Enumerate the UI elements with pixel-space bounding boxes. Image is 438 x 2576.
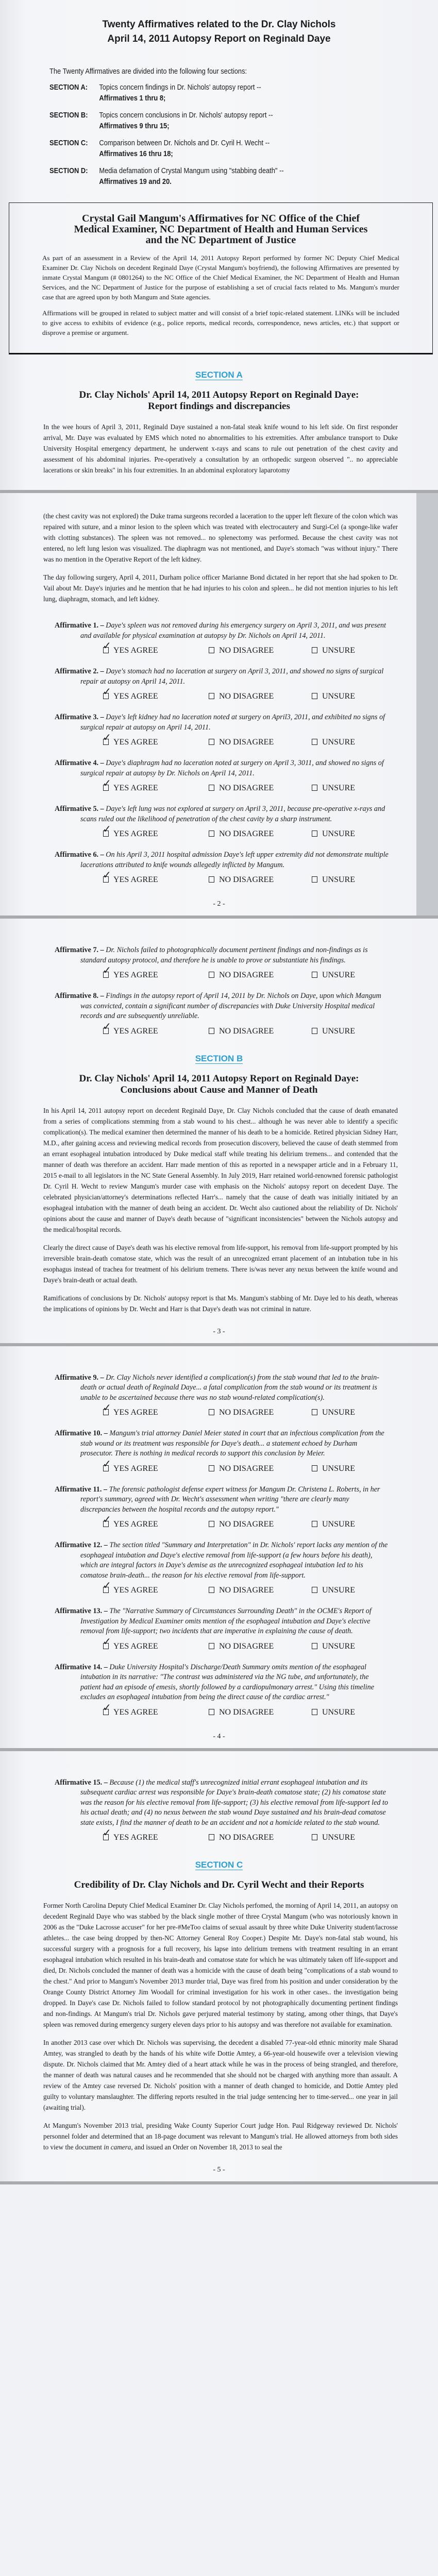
page-1 [0, 0, 438, 493]
affirmative-statement [55, 667, 390, 687]
option-no[interactable] [209, 1586, 274, 1595]
option-label: NO DISAGREE [219, 692, 274, 701]
section-a-paragraph: In the wee hours of April 3, 2011, Reginald Daye sustained a non-fatal steak knife wound to his left side. On first responder arrival, Mr. Daye was evaluated by EMS which noted no abnormalities to his extremities. After ambulance transport to Duke University Hospital emergency department, he underwent x-rays and scans to rule out penetration of the chest cavity and assessment of his abdominal injuries. Pre-operatively a consultation by an orthopedic surgeon observed ".. no appreciable lacerations or skin breaks" in his four extremities. In an abdominal exploratory laparotomy [43, 423, 398, 474]
section-b-link-text[interactable]: SECTION B [195, 1053, 243, 1063]
affirmative-text: Dr. Nichols failed to photographically document pertinent findings and non-findings as is standard autopsy protocol, and therefore he is unable to prove or substantiate his findings. [80, 946, 368, 964]
affirmatives-7-8 [0, 936, 438, 1038]
affirmative-label: Affirmative 7. – [55, 946, 104, 954]
option-yes[interactable] [103, 1520, 158, 1529]
checked-checkbox-icon[interactable] [103, 647, 109, 653]
section-topic: Topics concern conclusions in Dr. Nichols' autopsy report -- [99, 111, 273, 120]
section-topic: Topics concern findings in Dr. Nichols' autopsy report -- [99, 83, 261, 92]
box-paragraph: Affirmations will be grouped in related to subject matter and will consist of a brief topic-related statement. LINKs will be included to give access to exhibits of evidence (e.g., police reports, medical records, correspondence, news articles, etc.) that support or disprove a premise or argument. [42, 309, 399, 336]
section-list [0, 82, 438, 187]
section-label: SECTION A: [49, 83, 88, 92]
option-label: NO DISAGREE [219, 1707, 274, 1717]
option-yes[interactable] [103, 646, 158, 655]
affirmative-response-group [103, 1520, 392, 1531]
option-yes[interactable] [103, 1833, 158, 1842]
affirmative-label: Affirmative 12. – [55, 1541, 108, 1549]
option-no[interactable] [209, 1464, 274, 1473]
option-label: NO DISAGREE [219, 1464, 274, 1473]
heading-line: Report findings and discrepancies [148, 401, 290, 412]
option-label: YES AGREE [113, 1707, 158, 1717]
page-number: - 4 - [213, 1732, 225, 1740]
affirmative-response-group [103, 784, 392, 795]
checked-checkbox-icon[interactable] [103, 972, 109, 978]
affirmative-text: Because (1) the medical staff's unrecognized initial errant esophageal intubation and its subsequent cardiac arrest was responsible for Daye's brain-death comatose state; (2) his comatose state was the reason for his elective removal from life-support; (3) his elective removal from life-support led to his actual death; and (4) no nexus between the stab wound Daye sustained and his brain-dead comatose state exists, I find the manner of death to be an accident and not a homicide related to the stab wound. [80, 1778, 389, 1827]
affirmative-14 [55, 1653, 390, 1703]
section-summary-c [49, 138, 383, 159]
option-unsure[interactable] [312, 738, 355, 747]
affirmative-response-group [103, 1708, 392, 1719]
section-c-heading: Credibility of Dr. Clay Nichols and Dr. Cyril Wecht and their Reports [74, 1879, 364, 1890]
affirmative-statement [55, 1373, 390, 1403]
affirmative-statement [55, 1663, 390, 1703]
section-summary-d [49, 165, 383, 187]
option-no[interactable] [209, 829, 274, 839]
affirmative-response-group [103, 875, 392, 887]
affirmative-text: Findings in the autopsy report of April 14, 2011 by Dr. Nichols on Daye, upon which Mangum was convicted, contain a significant number of discrepancies with Duke University Hospital medical records and are subsequently unreliable. [80, 992, 381, 1020]
option-unsure[interactable] [312, 971, 355, 980]
page-number: - 5 - [213, 2166, 225, 2174]
affirmatives-1-6 [0, 612, 438, 887]
affirmative-statement [55, 1429, 390, 1459]
affirmative-2 [55, 657, 390, 687]
affirmative-text: The "Narrative Summary of Circumstances Surrounding Death" in the OCME's Report of Investigation by Medical Examiner omits mention of the esophageal intubation and Daye's elective removal from life-support; two incidents that are imperative in explaining the cause of death. [80, 1607, 372, 1635]
option-label: NO DISAGREE [219, 971, 274, 979]
section-c-link-text[interactable]: SECTION C [195, 1860, 243, 1870]
checked-checkbox-icon[interactable] [103, 1028, 109, 1034]
option-unsure[interactable] [312, 1642, 355, 1651]
affirmative-statement [55, 991, 390, 1022]
option-label: UNSURE [322, 738, 356, 747]
checkbox-icon[interactable] [312, 1409, 317, 1415]
option-no[interactable] [209, 1833, 274, 1842]
section-summary-a [49, 82, 383, 104]
checkbox-icon[interactable] [209, 1521, 214, 1527]
section-b-link[interactable] [0, 1054, 438, 1064]
intro-text: The Twenty Affirmatives are divided into the following four sections: [49, 67, 247, 76]
affirmative-text: Duke University Hospital's Discharge/Death Summary omits mention of the esophageal intubation in its narrative: "The contrast was administered via the NG tube, and unfortunately, the patient had an episode of emesis, shortly followed by a cardiopulmonary arrest." Using this timeline excludes an esophageal intubation from being the direct cause of the cardiac arrest." [80, 1663, 374, 1701]
section-c-link[interactable] [0, 1860, 438, 1870]
affirmative-statement [55, 1540, 390, 1581]
box-title [42, 213, 399, 246]
affirmative-10 [55, 1419, 390, 1459]
option-no[interactable] [209, 692, 274, 701]
box-title-line: Medical Examiner, NC Department of Health and Human Services [74, 224, 368, 235]
section-a-link-text[interactable]: SECTION A [195, 370, 243, 380]
affirmative-statement [55, 758, 390, 778]
checkbox-icon[interactable] [312, 1465, 317, 1471]
affirmative-text: Daye's left lung was not explored at surgery on April 3, 2011, because pre-operative x-rays and scans ruled out the likelihood of penetration of the chest cavity by a sharp instrument. [80, 805, 385, 823]
option-label: YES AGREE [113, 1520, 158, 1529]
affirmative-12 [55, 1531, 390, 1581]
option-yes[interactable] [103, 738, 158, 747]
checkbox-icon[interactable] [312, 647, 317, 653]
affirmative-response-group [103, 1642, 392, 1653]
option-label: NO DISAGREE [219, 829, 274, 838]
option-unsure[interactable] [312, 1833, 355, 1842]
affirmative-text: The section titled "Summary and Interpretation" in Dr. Nichols' report lacks any mention of the esophageal intubation and Daye's elective removal from life-support (a few hours before his death), which are integral factors in Daye's demise as the unrecognized esophageal intubation led to his comatose brain-death... the reason for his elective removal from life-support. [80, 1541, 388, 1580]
option-unsure[interactable] [312, 784, 355, 793]
option-label: NO DISAGREE [219, 875, 274, 884]
option-no[interactable] [209, 646, 274, 655]
box-title-line: Crystal Gail Mangum's Affirmatives for NC Office of the Chief [82, 213, 360, 224]
option-label: NO DISAGREE [219, 738, 274, 747]
checked-checkbox-icon[interactable] [103, 1834, 109, 1840]
option-label: YES AGREE [113, 829, 158, 838]
heading-line: Conclusions about Cause and Manner of Death [120, 1084, 318, 1095]
affirmative-label: Affirmative 5. – [55, 805, 104, 813]
affirmative-9 [55, 1364, 390, 1403]
page-number: - 2 - [213, 900, 225, 908]
option-yes[interactable] [103, 1408, 158, 1417]
option-unsure[interactable] [312, 646, 355, 655]
heading-line: Dr. Clay Nichols' April 14, 2011 Autopsy Report on Reginald Daye: [79, 389, 359, 400]
checkbox-icon[interactable] [312, 1643, 317, 1649]
page-2 [0, 493, 438, 919]
option-label: NO DISAGREE [219, 1520, 274, 1529]
checked-checkbox-icon[interactable] [103, 1521, 109, 1527]
affirmative-response-group [103, 971, 392, 982]
affirmative-7 [55, 936, 390, 965]
page-number: - 3 - [213, 1327, 225, 1335]
section-summary-b [49, 110, 383, 131]
affirmative-statement [55, 1778, 390, 1828]
option-label: YES AGREE [113, 875, 158, 884]
section-b-paragraph: In his April 14, 2011 autopsy report on decedent Reginald Daye, Dr. Clay Nichols concluded that the cause of death emanated from a series of complications stemming from a stab wound to his chest... although he was never able to identify a specific complication(s). The medical examiner then determined the manner of his death to be a homicide. Retired physician Sidney Harr, M.D., after gaining access and reviewing medical records from prosecution discovery, believed the cause of death stemmed from an errant esophageal intubation introduced by Duke medical staff while treating his delirium tremens... and contended that the manner of death was therefore an accident. Harr made mention of this as reported in a newspaper article and in a February 11, 2015 e-mail to all legislators in the NC State General Assembly. In July 2019, Harr retained world-renowned forensic pathologist Dr. Cyril H. Wecht to review Mangum's murder case with emphasis on the Nichols' autopsy report on decedent Daye. The celebrated physician/attorney's determinations reflected Harr's... namely that the cause of death was initially initiated by an esophageal intubation with the manner of death being an accident. Dr. Wecht also cautioned about the reliability of Dr. Nichols' opinions about the cause and manner of Daye's death because of "significant inconsistencies" between the Nichols autopsy and the medical/hospital records. [43, 1106, 398, 1233]
section-topic: Media defamation of Crystal Mangum using "stabbing death" -- [99, 166, 284, 175]
checked-checkbox-icon[interactable] [103, 876, 109, 883]
option-label: YES AGREE [113, 1833, 158, 1842]
option-label: NO DISAGREE [219, 1833, 274, 1842]
checkbox-icon[interactable] [209, 739, 214, 745]
option-label: NO DISAGREE [219, 1026, 274, 1036]
checkbox-icon[interactable] [209, 1409, 214, 1415]
section-a-paragraph: (the chest cavity was not explored) the Duke trama surgeons recorded a laceration to the upper left flexure of the colon which was repaired with suture, and a minor lesion to the spleen which was treated with electrocautery and Surgi-Cel (a sponge-like wafer with clotting substances). The spleen was not removed... no splenectomy was performed. Because the chest cavity was not entered, no left lung lesion was visualized. The diaphragm was not mentioned, and Daye's stomach "was without injury." There was no mention in the Operative Report of the left kidney. [43, 512, 398, 563]
option-no[interactable] [209, 875, 274, 885]
checkbox-icon[interactable] [312, 1834, 317, 1840]
option-label: UNSURE [322, 1464, 356, 1473]
option-label: UNSURE [322, 784, 356, 792]
option-label: YES AGREE [113, 692, 158, 701]
checkbox-icon[interactable] [209, 876, 214, 883]
option-label: UNSURE [322, 829, 356, 838]
checked-checkbox-icon[interactable] [103, 693, 109, 699]
affirmative-label: Affirmative 14. – [55, 1663, 108, 1671]
affirmative-text: The forensic pathologist defense expert witness for Mangum Dr. Christena L. Roberts, in her report's summary, agreed with Dr. Wecht's assessment when writing "there are clearly many discrepancies between the hospital records and the autopsy report." [80, 1485, 380, 1514]
affirmative-text: Mangum's trial attorney Daniel Meier stated in court that an infectious complication from the stab wound or its treatment was responsible for Daye's death... a statement echoed by Durham prosecutor. There is nothing in medical records to support this conclusion by Meier. [80, 1429, 384, 1458]
affirmative-statement [55, 1606, 390, 1637]
affirmative-label: Affirmative 4. – [55, 759, 104, 767]
option-label: YES AGREE [113, 971, 158, 979]
paragraph-text: At Mangum's November 2013 trial, presiding Wake County Superior Court judge Hon. Paul Ridgeway reviewed Dr. Nichols' personnel folder and determined that an 18-page document was relevant to Mangum's trial. He allowed attorneys from both sides to view the document [43, 2122, 398, 2151]
option-label: UNSURE [322, 1520, 356, 1529]
affirmative-13 [55, 1597, 390, 1637]
section-range: Affirmatives 1 thru 8; [99, 94, 166, 103]
affirmative-text: Daye's diaphragm had no laceration noted at surgery on April 3, 3011, and showed no signs of surgical repair at autopsy by Dr. Nichols on April 14, 2011. [80, 759, 384, 777]
checkbox-icon[interactable] [209, 972, 214, 978]
affirmative-label: Affirmative 6. – [55, 851, 104, 859]
affirmatives-purpose-box [9, 202, 433, 354]
option-no[interactable] [209, 971, 274, 980]
affirmative-11 [55, 1476, 390, 1515]
checked-checkbox-icon[interactable] [103, 785, 109, 791]
checkbox-icon[interactable] [312, 1709, 317, 1715]
option-yes[interactable] [103, 875, 158, 885]
option-yes[interactable] [103, 784, 158, 793]
checkbox-icon[interactable] [312, 693, 317, 699]
affirmative-label: Affirmative 10. – [55, 1429, 108, 1437]
section-label: SECTION C: [49, 139, 88, 147]
affirmative-6 [55, 841, 390, 870]
paragraph-text: , and issued an Order on November 18, 2013 to seal the [131, 2143, 282, 2151]
section-b-paragraph: Ramifications of conclusions by Dr. Nichols' autopsy report is that Ms. Mangum's stabbing of Mr. Daye led to his death, whereas the implications of opinions by Dr. Wecht and Harr is that Daye's death was not criminal in nature. [43, 1294, 398, 1313]
option-unsure[interactable] [312, 829, 355, 839]
affirmative-15 [0, 1769, 438, 1845]
option-label: YES AGREE [113, 784, 158, 792]
checked-checkbox-icon[interactable] [103, 1409, 109, 1415]
affirmative-statement [55, 1485, 390, 1515]
option-label: NO DISAGREE [219, 1641, 274, 1651]
checkbox-icon[interactable] [209, 1465, 214, 1471]
option-label: UNSURE [322, 971, 356, 979]
checked-checkbox-icon[interactable] [103, 1587, 109, 1593]
option-yes[interactable] [103, 1027, 158, 1036]
option-label: UNSURE [322, 1408, 356, 1417]
option-label: NO DISAGREE [219, 1408, 274, 1417]
option-yes[interactable] [103, 829, 158, 839]
option-no[interactable] [209, 1642, 274, 1651]
document-title [0, 18, 438, 46]
checkbox-icon[interactable] [312, 876, 317, 883]
option-label: UNSURE [322, 1586, 356, 1595]
option-unsure[interactable] [312, 1708, 355, 1717]
affirmative-response-group [103, 1027, 392, 1038]
affirmative-statement [55, 850, 390, 870]
checkbox-icon[interactable] [209, 1709, 214, 1715]
affirmative-3 [55, 703, 390, 733]
affirmative-4 [55, 749, 390, 778]
option-label: UNSURE [322, 875, 356, 884]
affirmative-label: Affirmative 11. – [55, 1485, 108, 1494]
option-unsure[interactable] [312, 875, 355, 885]
section-topic: Comparison between Dr. Nichols and Dr. Cyril H. Wecht -- [99, 139, 270, 147]
option-label: YES AGREE [113, 1408, 158, 1417]
option-yes[interactable] [103, 1586, 158, 1595]
option-label: UNSURE [322, 1026, 356, 1036]
option-no[interactable] [209, 738, 274, 747]
option-label: YES AGREE [113, 1586, 158, 1595]
checked-checkbox-icon[interactable] [103, 831, 109, 837]
option-label: UNSURE [322, 692, 356, 701]
affirmative-response-group [103, 692, 392, 703]
checkbox-icon[interactable] [312, 785, 317, 791]
section-range: Affirmatives 19 and 20. [99, 177, 172, 186]
checkbox-icon[interactable] [312, 1521, 317, 1527]
affirmative-statement [55, 804, 390, 824]
page-4 [0, 1346, 438, 1751]
title-line: April 14, 2011 Autopsy Report on Reginald Daye [107, 33, 331, 44]
section-c-paragraph: Former North Carolina Deputy Chief Medical Examiner Dr. Clay Nichols perfomed, the morning of April 14, 2011, an autopsy on decedent Reginald Daye who was stabbed by the black single mother of three Crystal Mangum (who was notoriously known in 2006 as the "Duke Lacrosse accuser" for her pre-#MeToo claims of sexual assault by three white Duke Univerity student/lacrosse athletes... the case being dropped by then-NC Attorney General Roy Cooper.) Despite Mr. Daye's non-fatal stab wound, his successful surgery with a prognosis for a full recovery, his lapse into delirium tremens with treatment resulting in an errant esophageal intubation which resulted in his brain-death and comatose state for which he was ultimately taken off life-support and died, Dr. Nichols concluded the manner of death was a homicide with the cause of death being "complications of a stab wound to the chest." And prior to Mangum's November 2013 murder trial, Daye was fired from his position and under consideration by the Orange County District Attorney Jim Woodall for criminal investigation for his work in other cases.. the investigation being dropped. In Daye's case Dr. Nichols failed to follow standard protocol by not photographically documenting pertinent findings and non-findings. At Mangum's trial Dr. Nichols gave perjured material testimony by stating, among other things, that Daye's spleen was removed during emergency surgery eleven days prior to his autopsy and was therefore not available for examination. [43, 1902, 398, 2028]
option-unsure[interactable] [312, 692, 355, 701]
option-label: YES AGREE [113, 1026, 158, 1036]
option-label: UNSURE [322, 646, 356, 655]
affirmative-response-group [103, 1833, 392, 1844]
checkbox-icon[interactable] [312, 1028, 317, 1034]
checkbox-icon[interactable] [209, 693, 214, 699]
affirmative-label: Affirmative 1. – [55, 621, 104, 630]
option-yes[interactable] [103, 1642, 158, 1651]
checkbox-icon[interactable] [209, 1643, 214, 1649]
option-no[interactable] [209, 1027, 274, 1036]
box-paragraph: As part of an assessment in a Review of the April 14, 2011 Autopsy Report performed by former NC Deputy Chief Medical Examiner Dr. Clay Nichols on decedent Reginald Daye (Crystal Mangum's boyfriend), the following Affirmatives are presented by inmate Crystal Mangum (# 0801264) to the NC Office of the Chief Medical Examiner, the NC Department of Health and Human Services, and the NC Department of Justice for the purpose of establishing a set of crucial facts related to Ms. Mangum's murder case that are agreed upon by both Mangum and State agencies. [42, 254, 399, 301]
option-label: YES AGREE [113, 738, 158, 747]
affirmative-response-group [103, 1586, 392, 1597]
affirmative-label: Affirmative 13. – [55, 1607, 108, 1615]
affirmative-response-group [103, 1464, 392, 1476]
option-label: NO DISAGREE [219, 646, 274, 655]
affirmative-label: Affirmative 8. – [55, 992, 104, 1000]
option-label: UNSURE [322, 1707, 356, 1717]
section-b-paragraph: Clearly the direct cause of Daye's death was his elective removal from life-support, his removal from life-support prompted by his irreversible brain-death comatose state, which was the result of an unrecognized errant placement of an intubation tube in his esophagus instead of trachea for treatment of his delirium tremens. There is/was never any nexus between the knife wound and Daye's brain-death or actual death. [43, 1243, 398, 1284]
page-5 [0, 1751, 438, 2185]
option-unsure[interactable] [312, 1408, 355, 1417]
checkbox-icon[interactable] [209, 831, 214, 837]
option-no[interactable] [209, 784, 274, 793]
heading-line: Dr. Clay Nichols' April 14, 2011 Autopsy Report on Reginald Daye: [79, 1073, 359, 1084]
checkbox-icon[interactable] [312, 1587, 317, 1593]
affirmative-8 [55, 982, 390, 1022]
affirmative-statement [55, 621, 390, 641]
section-c-paragraph: In another 2013 case over which Dr. Nichols was supervising, the decedent a disabled 77-year-old ethnic minority male Sharad Amtey, was strangled to death by the hands of his white wife Dottie Amtey, a 66-year-old housewife over a television viewing dispute. Dr. Nichols claimed that Mr. Amtey died of a heart attack while he was in the process of being strangled, and therefore, the manner of death was natural causes and he recommended that she should not be charged with anything more than assault. A review of the Amtey case reversed Dr. Nichols' position with a manner of death changed to homicide, and Dottie Amtey pled guilty to voluntary manslaughter. The differing reports resulted in the trial judge sentencing her to time-served... one year in jail (awaiting trial). [43, 2039, 398, 2111]
option-unsure[interactable] [312, 1520, 355, 1529]
option-label: YES AGREE [113, 1641, 158, 1651]
section-a-paragraph: The day following surgery, April 4, 2011, Durham police officer Marianne Bond dictated in her report that she had spoken to Dr. Vail about Mr. Daye's injuries and he mention that he had injuries to his colon and spleen... he did not mention injuries to his left lung, diaphragm, stomach, and left kidney. [43, 573, 398, 603]
affirmative-label: Affirmative 2. – [55, 667, 104, 675]
title-line: Twenty Affirmatives related to the Dr. Clay Nichols [102, 19, 336, 30]
option-no[interactable] [209, 1520, 274, 1529]
checkbox-icon[interactable] [209, 1028, 214, 1034]
option-unsure[interactable] [312, 1027, 355, 1036]
box-title-line: and the NC Department of Justice [145, 234, 296, 246]
checkbox-icon[interactable] [209, 647, 214, 653]
affirmative-label: Affirmative 15. – [55, 1778, 108, 1787]
option-label: NO DISAGREE [219, 784, 274, 792]
option-label: YES AGREE [113, 646, 158, 655]
checked-checkbox-icon[interactable] [103, 1465, 109, 1471]
section-c-paragraph [43, 2120, 398, 2153]
affirmative-response-group [103, 738, 392, 749]
affirmatives-9-14 [0, 1364, 438, 1719]
option-yes[interactable] [103, 1464, 158, 1473]
affirmative-text: Daye's stomach had no laceration at surgery on April 3, 2011, and showed no signs of surgical repair at autopsy on April 14, 2011. [80, 667, 384, 686]
checkbox-icon[interactable] [312, 831, 317, 837]
paragraph-italic: in camera [104, 2143, 131, 2151]
checked-checkbox-icon[interactable] [103, 1709, 109, 1715]
affirmative-text: On his April 3, 2011 hospital admission Daye's left upper extremity did not demonstrate multiple lacerations attributed to knife wounds allegedly inflicted by Mangum. [80, 851, 389, 869]
option-unsure[interactable] [312, 1464, 355, 1473]
checkbox-icon[interactable] [209, 1587, 214, 1593]
section-range: Affirmatives 16 thru 18; [99, 149, 173, 158]
affirmative-text: Daye's spleen was not removed during his emergency surgery on April 3, 2011, and was present and available for physical examination at autopsy by Dr. Nichols on April 14, 2011. [80, 621, 386, 640]
affirmative-statement [55, 945, 390, 965]
affirmative-1 [55, 612, 390, 641]
section-range: Affirmatives 9 thru 15; [99, 122, 170, 130]
section-a-heading [0, 389, 438, 412]
option-yes[interactable] [103, 971, 158, 980]
option-unsure[interactable] [312, 1586, 355, 1595]
option-label: UNSURE [322, 1833, 356, 1842]
section-label: SECTION B: [49, 111, 88, 120]
affirmative-response-group [103, 1408, 392, 1419]
checkbox-icon[interactable] [312, 972, 317, 978]
option-label: NO DISAGREE [219, 1586, 274, 1595]
affirmative-label: Affirmative 3. – [55, 713, 104, 721]
checkbox-icon[interactable] [209, 785, 214, 791]
affirmative-response-group [103, 646, 392, 657]
affirmative-5 [55, 795, 390, 824]
option-no[interactable] [209, 1408, 274, 1417]
affirmative-statement [55, 713, 390, 733]
checkbox-icon[interactable] [312, 739, 317, 745]
section-label: SECTION D: [49, 166, 88, 175]
affirmative-15 [55, 1769, 390, 1828]
affirmative-response-group [103, 829, 392, 841]
affirmative-text: Daye's left kidney had no laceration noted at surgery on April3, 2011, and exhibited no signs of surgical repair at autopsy on April 14, 2011. [80, 713, 385, 732]
option-yes[interactable] [103, 1708, 158, 1717]
section-b-heading [0, 1073, 438, 1096]
option-no[interactable] [209, 1708, 274, 1717]
option-label: UNSURE [322, 1641, 356, 1651]
option-yes[interactable] [103, 692, 158, 701]
section-a-link[interactable] [0, 370, 438, 380]
page-3 [0, 919, 438, 1346]
checkbox-icon[interactable] [209, 1834, 214, 1840]
option-label: YES AGREE [113, 1464, 158, 1473]
affirmative-text: Dr. Clay Nichols never identified a complication(s) from the stab wound that led to the brain-death or actual death of Reginald Daye... a fatal complication from the stab wound or its treatment is unable to be ascertained because there was no stab wound-related complication(s). [80, 1373, 379, 1402]
checked-checkbox-icon[interactable] [103, 1643, 109, 1649]
affirmative-label: Affirmative 9. – [55, 1373, 104, 1382]
checked-checkbox-icon[interactable] [103, 739, 109, 745]
